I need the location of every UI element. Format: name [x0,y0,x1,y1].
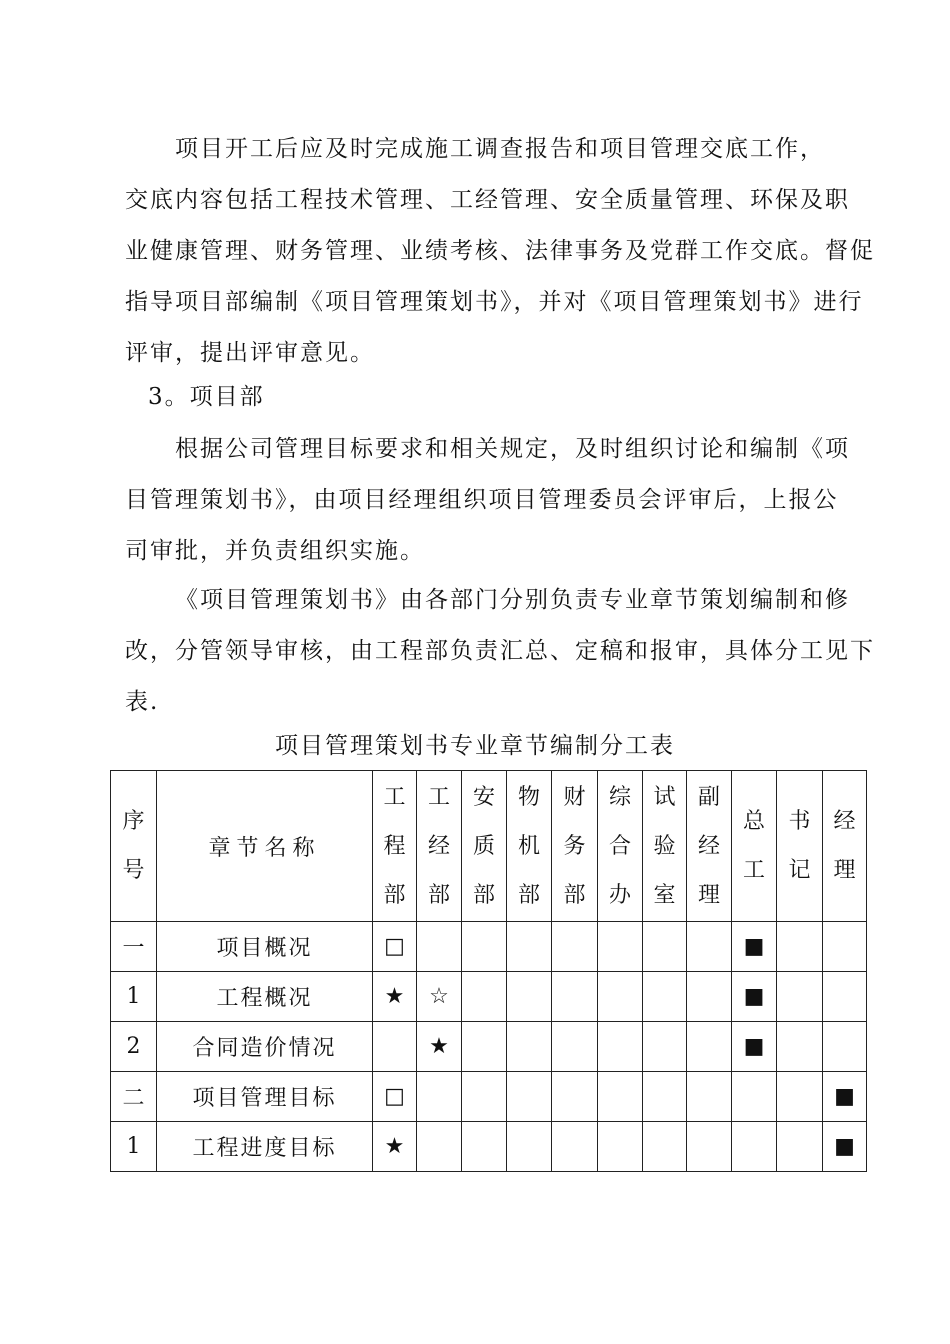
chapter-name-cell: 工程进度目标 [157,1122,373,1172]
header-cell [462,771,507,922]
header-text: 财务部 [563,784,586,908]
chapter-name-cell: 项目管理目标 [157,1072,373,1122]
header-cell [777,771,823,922]
responsibility-cell [507,972,552,1022]
responsibility-cell [687,972,732,1022]
header-cell [157,771,373,922]
header-cell [687,771,732,922]
responsibility-cell: □ [373,1072,417,1122]
responsibility-cell [462,1022,507,1072]
chapter-name-cell: 项目概况 [157,922,373,972]
responsibility-cell [417,1122,462,1172]
responsibility-cell [643,1022,687,1072]
responsibility-cell [462,972,507,1022]
responsibility-cell [643,972,687,1022]
responsibility-cell [552,1022,598,1072]
responsibility-cell [462,1072,507,1122]
header-cell [417,771,462,922]
header-text: 安质部 [472,784,495,908]
chapter-name-cell: 工程概况 [157,972,373,1022]
text-line: 表. [125,689,160,715]
row-index-cell: 1 [111,1122,157,1172]
text-line: 项目开工后应及时完成施工调查报告和项目管理交底工作， [175,136,825,162]
text-line: 《项目管理策划书》由各部门分别负责专业章节策划编制和修 [175,587,850,613]
paragraph-project-dept [125,424,850,577]
text-line: 根据公司管理目标要求和相关规定，及时组织讨论和编制《项 [175,436,850,462]
responsibility-cell: ★ [373,1122,417,1172]
header-cell [823,771,867,922]
responsibility-cell: □ [373,922,417,972]
row-index-cell: 1 [111,972,157,1022]
text-line: 司审批，并负责组织实施。 [125,538,425,564]
header-text: 工程部 [383,784,406,908]
header-text: 物机部 [517,784,540,908]
header-cell [111,771,157,922]
responsibility-cell [417,922,462,972]
responsibility-cell: ★ [417,1022,462,1072]
responsibility-cell [823,1022,867,1072]
text-line: 指导项目部编制《项目管理策划书》，并对《项目管理策划书》进行 [125,289,864,315]
row-index-cell: 一 [111,922,157,972]
table-header-row [111,771,867,922]
header-cell [373,771,417,922]
header-text: 总工 [742,809,765,883]
responsibility-cell [687,1022,732,1072]
responsibility-cell [777,1072,823,1122]
table-caption: 项目管理策划书专业章节编制分工表 [275,733,675,759]
responsibility-cell [643,1122,687,1172]
division-table [110,770,867,1172]
header-cell [732,771,777,922]
table-row [111,1072,867,1122]
responsibility-cell [507,1072,552,1122]
responsibility-cell [777,1122,823,1172]
header-text: 序号 [122,809,145,883]
table-row [111,1022,867,1072]
section-heading: 3。项目部 [148,384,265,410]
responsibility-cell [777,922,823,972]
text-line: 目管理策划书》，由项目经理组织项目管理委员会评审后，上报公 [125,487,839,513]
responsibility-cell [643,1072,687,1122]
responsibility-cell [552,922,598,972]
paragraph-project-start [125,124,875,379]
paragraph-division [125,575,875,728]
responsibility-cell: ★ [373,972,417,1022]
responsibility-cell [777,1022,823,1072]
text-line: 评审，提出评审意见。 [125,340,375,366]
header-text: 工经部 [427,784,450,908]
responsibility-cell: ■ [823,1122,867,1172]
responsibility-cell [598,1122,643,1172]
responsibility-cell: ☆ [417,972,462,1022]
responsibility-cell [598,1072,643,1122]
responsibility-cell [777,972,823,1022]
header-text: 章节名称 [208,835,321,861]
header-cell [643,771,687,922]
responsibility-cell [507,922,552,972]
responsibility-cell: ■ [823,1072,867,1122]
header-text: 试验室 [653,784,676,908]
header-cell [598,771,643,922]
responsibility-cell [373,1022,417,1072]
responsibility-cell [732,1122,777,1172]
header-text: 书记 [788,809,811,883]
text-line: 交底内容包括工程技术管理、工经管理、安全质量管理、环保及职 [125,187,850,213]
responsibility-cell [552,1122,598,1172]
responsibility-cell [552,972,598,1022]
table-row [111,1122,867,1172]
table-row [111,922,867,972]
responsibility-cell [507,1022,552,1072]
responsibility-cell [598,922,643,972]
responsibility-cell [598,1022,643,1072]
header-text: 经理 [833,809,856,883]
header-text: 综合办 [608,784,631,908]
row-index-cell: 2 [111,1022,157,1072]
responsibility-cell: ■ [732,922,777,972]
responsibility-cell [417,1072,462,1122]
responsibility-cell: ■ [732,1022,777,1072]
responsibility-cell [687,1072,732,1122]
chapter-name-cell: 合同造价情况 [157,1022,373,1072]
table-body [111,922,867,1172]
responsibility-cell [687,922,732,972]
table-row [111,972,867,1022]
responsibility-cell [552,1072,598,1122]
responsibility-cell: ■ [732,972,777,1022]
responsibility-cell [462,1122,507,1172]
header-text: 副经理 [697,784,720,908]
responsibility-cell [732,1072,777,1122]
header-cell [552,771,598,922]
text-line: 改，分管领导审核，由工程部负责汇总、定稿和报审，具体分工见下 [125,638,875,664]
responsibility-cell [507,1122,552,1172]
responsibility-cell [598,972,643,1022]
header-cell [507,771,552,922]
responsibility-cell [823,922,867,972]
text-line: 业健康管理、财务管理、业绩考核、法律事务及党群工作交底。督促 [125,238,875,264]
responsibility-cell [462,922,507,972]
responsibility-cell [687,1122,732,1172]
row-index-cell: 二 [111,1072,157,1122]
responsibility-cell [823,972,867,1022]
responsibility-cell [643,922,687,972]
